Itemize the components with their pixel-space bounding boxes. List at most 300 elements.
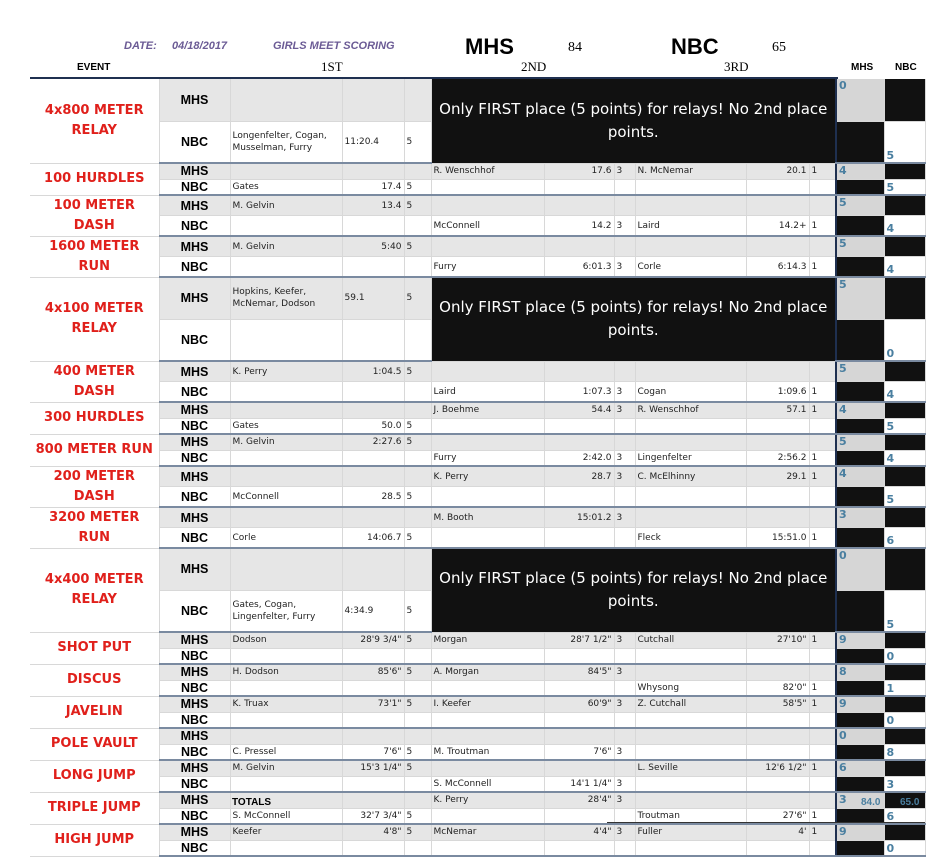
first-place-name: Gates [230,418,342,434]
score-row-400-meter-dash-nbc [30,382,925,403]
mhs-score-blank [836,319,884,361]
team-label: MHS [159,402,230,418]
third-place-points [809,418,836,434]
first-place-name [230,776,342,792]
third-place-points: 1 [809,696,836,712]
nbc-score-blank [884,728,925,744]
first-place-mark [342,648,404,664]
event-name: 100 HURDLES [30,163,159,195]
event-name: 4x400 METER RELAY [30,548,159,632]
third-place-points [809,434,836,450]
third-place-name: Cogan [635,382,746,403]
third-place-points [809,744,836,760]
second-place-points [614,434,635,450]
third-place-mark: 27'6" [746,808,809,824]
second-place-name [431,808,544,824]
first-place-name: M. Gelvin [230,434,342,450]
third-place-points [809,487,836,508]
event-name: 4x100 METER RELAY [30,277,159,361]
mhs-score-blank [836,712,884,728]
score-row-800-meter-run-nbc [30,450,925,466]
third-place-name: Laird [635,216,746,237]
third-place-points [809,361,836,382]
first-place-name: K. Truax [230,696,342,712]
third-place-points [809,507,836,528]
team1-score: 84 [568,40,582,55]
team-label: NBC [159,808,230,824]
mhs-event-score: 9 [836,696,884,712]
third-place-name: Corle [635,257,746,278]
third-place-mark [746,712,809,728]
first-place-points: 5 [404,434,431,450]
totals-label: TOTALS [232,797,272,808]
first-place-mark [342,450,404,466]
second-place-name: McConnell [431,216,544,237]
nbc-event-score: 4 [884,450,925,466]
event-name: 200 METER DASH [30,466,159,507]
team-label: MHS [159,434,230,450]
nbc-event-score: 4 [884,257,925,278]
first-place-points [404,402,431,418]
third-place-name: L. Seville [635,760,746,776]
first-place-points [404,840,431,856]
third-place-mark: 29.1 [746,466,809,487]
second-place-mark: 28'7 1/2" [544,632,614,648]
team-label: MHS [159,507,230,528]
first-place-mark [342,840,404,856]
mhs-event-score: 5 [836,195,884,216]
col-event-header: EVENT [77,62,111,73]
team-label: NBC [159,216,230,237]
first-place-name: M. Gelvin [230,760,342,776]
score-row-javelin-nbc [30,712,925,728]
score-row-shot-put-nbc [30,648,925,664]
second-place-mark [544,236,614,257]
scoring-table [30,79,926,857]
first-place-mark: 73'1" [342,696,404,712]
second-place-points: 3 [614,632,635,648]
nbc-event-score: 5 [884,487,925,508]
date-label: DATE: [124,40,157,52]
score-row-pole-vault-nbc [30,744,925,760]
first-place-name [230,216,342,237]
mhs-event-score: 5 [836,361,884,382]
relay-note-banner: Only FIRST place (5 points) for relays! No 2nd place points. [431,79,836,163]
first-place-name [230,728,342,744]
nbc-score-blank [884,163,925,179]
first-place-points [404,450,431,466]
team-label: MHS [159,632,230,648]
first-place-mark [342,712,404,728]
third-place-points [809,792,836,808]
score-row-4x800-meter-relay-mhs [30,79,925,121]
first-place-mark [342,163,404,179]
score-row-100-hurdles-nbc [30,179,925,195]
first-place-name [230,319,342,361]
first-place-name: M. Gelvin [230,195,342,216]
first-place-points: 5 [404,632,431,648]
first-place-points [404,257,431,278]
third-place-mark [746,195,809,216]
second-place-name [431,195,544,216]
score-row-1600-meter-run-nbc [30,257,925,278]
first-place-points [404,163,431,179]
first-place-mark: 1:04.5 [342,361,404,382]
mhs-score-blank [836,382,884,403]
team-label: MHS [159,548,230,590]
relay-note-banner: Only FIRST place (5 points) for relays! No 2nd place points. [431,548,836,632]
first-place-name [230,79,342,121]
first-place-points [404,648,431,664]
event-name: 800 METER RUN [30,434,159,466]
event-name: 400 METER DASH [30,361,159,402]
third-place-name [635,418,746,434]
first-place-mark: 13.4 [342,195,404,216]
second-place-name: McNemar [431,824,544,840]
second-place-mark [544,418,614,434]
third-place-name: C. McElhinny [635,466,746,487]
first-place-points: 5 [404,824,431,840]
mhs-score-blank [836,121,884,163]
team-label: MHS [159,696,230,712]
second-place-mark: 14.2 [544,216,614,237]
team-label: NBC [159,418,230,434]
third-place-points: 1 [809,382,836,403]
second-place-mark [544,179,614,195]
nbc-score-blank [884,434,925,450]
event-name: 100 METER DASH [30,195,159,236]
third-place-points: 1 [809,163,836,179]
third-place-name [635,361,746,382]
third-place-name: R. Wenschhof [635,402,746,418]
event-name: 1600 METER RUN [30,236,159,277]
first-place-mark: 59.1 [342,277,404,319]
third-place-mark [746,840,809,856]
score-row-4x400-meter-relay-mhs [30,548,925,590]
second-place-name: K. Perry [431,466,544,487]
third-place-points: 1 [809,257,836,278]
team2-name: NBC [671,34,719,59]
second-place-name [431,728,544,744]
second-place-mark: 54.4 [544,402,614,418]
second-place-points [614,712,635,728]
mhs-event-score: 5 [836,434,884,450]
first-place-name: C. Pressel [230,744,342,760]
second-place-mark: 84'5" [544,664,614,680]
mhs-event-score: 4 [836,163,884,179]
totals-mhs: 84.0 [861,797,881,808]
score-row-long-jump-mhs [30,760,925,776]
third-place-points: 1 [809,450,836,466]
third-place-mark: 14.2+ [746,216,809,237]
second-place-points [614,680,635,696]
second-place-points [614,179,635,195]
nbc-score-blank [884,236,925,257]
event-name: HIGH JUMP [30,824,159,856]
third-place-mark [746,776,809,792]
score-row-4x100-meter-relay-mhs [30,277,925,319]
second-place-name [431,760,544,776]
first-place-name: Gates [230,179,342,195]
third-place-points [809,776,836,792]
event-name: TRIPLE JUMP [30,792,159,824]
first-place-mark: 7'6" [342,744,404,760]
score-row-high-jump-mhs [30,824,925,840]
first-place-name: Hopkins, Keefer, McNemar, Dodson [230,277,342,319]
first-place-points [404,792,431,808]
mhs-score-blank [836,776,884,792]
third-place-points [809,195,836,216]
score-row-triple-jump-mhs [30,792,925,808]
third-place-points: 1 [809,632,836,648]
nbc-score-blank [884,195,925,216]
third-place-points: 1 [809,216,836,237]
nbc-score-blank [884,632,925,648]
second-place-points [614,487,635,508]
mhs-score-blank [836,744,884,760]
first-place-points [404,382,431,403]
first-place-mark: 17.4 [342,179,404,195]
first-place-points [404,548,431,590]
first-place-points: 5 [404,361,431,382]
third-place-mark: 27'10" [746,632,809,648]
score-row-3200-meter-run-mhs [30,507,925,528]
second-place-mark: 60'9" [544,696,614,712]
second-place-name: I. Keefer [431,696,544,712]
second-place-name [431,528,544,549]
third-place-mark: 20.1 [746,163,809,179]
second-place-mark: 6:01.3 [544,257,614,278]
first-place-name: Corle [230,528,342,549]
second-place-points [614,648,635,664]
third-place-mark: 58'5" [746,696,809,712]
first-place-points: 5 [404,277,431,319]
third-place-mark [746,728,809,744]
first-place-name [230,648,342,664]
date-value: 04/18/2017 [172,40,228,52]
team-label: NBC [159,487,230,508]
mhs-score-blank [836,216,884,237]
third-place-mark: 15:51.0 [746,528,809,549]
second-place-name: M. Booth [431,507,544,528]
nbc-event-score: 4 [884,216,925,237]
third-place-points [809,712,836,728]
team-label: NBC [159,744,230,760]
first-place-points [404,776,431,792]
nbc-event-score: 0 [884,712,925,728]
third-place-mark: 6:14.3 [746,257,809,278]
second-place-mark [544,680,614,696]
first-place-name: S. McConnell [230,808,342,824]
nbc-event-score: 8 [884,744,925,760]
mhs-score-blank [836,528,884,549]
second-place-mark: 15:01.2 [544,507,614,528]
first-place-name [230,257,342,278]
second-place-mark [544,728,614,744]
first-place-name: M. Gelvin [230,236,342,257]
third-place-points: 1 [809,808,836,824]
team-label: NBC [159,257,230,278]
mhs-event-score: 6 [836,760,884,776]
team-label: MHS [159,824,230,840]
event-name: LONG JUMP [30,760,159,792]
mhs-score-blank [836,590,884,632]
team-label: NBC [159,648,230,664]
third-place-mark: 82'0" [746,680,809,696]
second-place-name [431,840,544,856]
third-place-name [635,744,746,760]
meet-title: GIRLS MEET SCORING [273,40,395,52]
mhs-event-score: 9 [836,632,884,648]
second-place-mark [544,808,614,824]
second-place-points: 3 [614,664,635,680]
first-place-points [404,466,431,487]
first-place-points: 5 [404,744,431,760]
team-label: MHS [159,79,230,121]
first-place-points: 5 [404,487,431,508]
first-place-mark: 15'3 1/4" [342,760,404,776]
second-place-name [431,361,544,382]
mhs-event-score: 4 [836,466,884,487]
first-place-points: 5 [404,236,431,257]
third-place-name: Fuller [635,824,746,840]
second-place-mark [544,361,614,382]
mhs-event-score: 5 [836,277,884,319]
team-label: NBC [159,179,230,195]
mhs-event-score: 4 [836,402,884,418]
first-place-mark: 28.5 [342,487,404,508]
score-row-200-meter-dash-mhs [30,466,925,487]
second-place-mark: 7'6" [544,744,614,760]
first-place-mark [342,257,404,278]
third-place-points: 1 [809,402,836,418]
second-place-name: Morgan [431,632,544,648]
third-place-name [635,195,746,216]
mhs-event-score: 3 [836,792,884,808]
mhs-score-blank [836,840,884,856]
team-label: MHS [159,361,230,382]
third-place-name [635,236,746,257]
second-place-mark: 28.7 [544,466,614,487]
nbc-score-blank [884,696,925,712]
nbc-event-score: 5 [884,590,925,632]
first-place-points: 5 [404,121,431,163]
second-place-name [431,236,544,257]
team-label: NBC [159,776,230,792]
score-row-high-jump-nbc [30,840,925,856]
score-row-shot-put-mhs [30,632,925,648]
second-place-name: K. Perry [431,792,544,808]
col-third-header: 3RD [724,59,749,74]
second-place-mark [544,840,614,856]
nbc-score-blank [884,824,925,840]
mhs-event-score: 3 [836,507,884,528]
second-place-points: 3 [614,216,635,237]
signature-line [607,822,925,823]
first-place-name [230,450,342,466]
first-place-mark: 32'7 3/4" [342,808,404,824]
second-place-points: 3 [614,466,635,487]
relay-note-banner: Only FIRST place (5 points) for relays! No 2nd place points. [431,277,836,361]
col-second-header: 2ND [521,59,547,74]
second-place-name: R. Wenschhof [431,163,544,179]
nbc-event-score: 5 [884,121,925,163]
col-first-header: 1ST [321,59,343,74]
first-place-name: McConnell [230,487,342,508]
third-place-mark [746,664,809,680]
mhs-event-score: 0 [836,79,884,121]
second-place-points [614,236,635,257]
first-place-points: 5 [404,590,431,632]
first-place-points: 5 [404,808,431,824]
third-place-name: Z. Cutchall [635,696,746,712]
first-place-mark: 5:40 [342,236,404,257]
second-place-name [431,648,544,664]
third-place-name [635,840,746,856]
nbc-event-score: 3 [884,776,925,792]
third-place-name [635,728,746,744]
third-place-name [635,507,746,528]
team-label: MHS [159,163,230,179]
second-place-points: 3 [614,163,635,179]
first-place-points [404,507,431,528]
team-label: MHS [159,728,230,744]
second-place-points: 3 [614,696,635,712]
second-place-points: 3 [614,450,635,466]
mhs-score-blank [836,418,884,434]
second-place-points [614,361,635,382]
mhs-score-blank [836,680,884,696]
first-place-name [230,680,342,696]
event-name: POLE VAULT [30,728,159,760]
first-place-name: Longenfelter, Cogan, Musselman, Furry [230,121,342,163]
score-row-pole-vault-mhs [30,728,925,744]
second-place-mark: 14'1 1/4" [544,776,614,792]
score-row-100-hurdles-mhs [30,163,925,179]
first-place-mark [342,792,404,808]
first-place-name: K. Perry [230,361,342,382]
third-place-mark: 1:09.6 [746,382,809,403]
second-place-mark [544,528,614,549]
second-place-mark: 17.6 [544,163,614,179]
third-place-points [809,179,836,195]
second-place-points: 3 [614,382,635,403]
nbc-score-blank [884,507,925,528]
first-place-name [230,466,342,487]
mhs-event-score: 9 [836,824,884,840]
mhs-event-score: 5 [836,236,884,257]
team-label: NBC [159,382,230,403]
first-place-points [404,319,431,361]
first-place-mark [342,466,404,487]
first-place-points [404,712,431,728]
mhs-event-score: 8 [836,664,884,680]
third-place-points: 1 [809,760,836,776]
second-place-name: J. Boehme [431,402,544,418]
col-mhs-header: MHS [851,62,874,73]
first-place-name [230,382,342,403]
score-row-200-meter-dash-nbc [30,487,925,508]
first-place-mark [342,79,404,121]
second-place-name: Furry [431,257,544,278]
second-place-mark [544,434,614,450]
nbc-event-score: 0 [884,319,925,361]
second-place-points [614,760,635,776]
first-place-points [404,79,431,121]
team-label: NBC [159,319,230,361]
team-label: NBC [159,528,230,549]
second-place-mark [544,648,614,664]
